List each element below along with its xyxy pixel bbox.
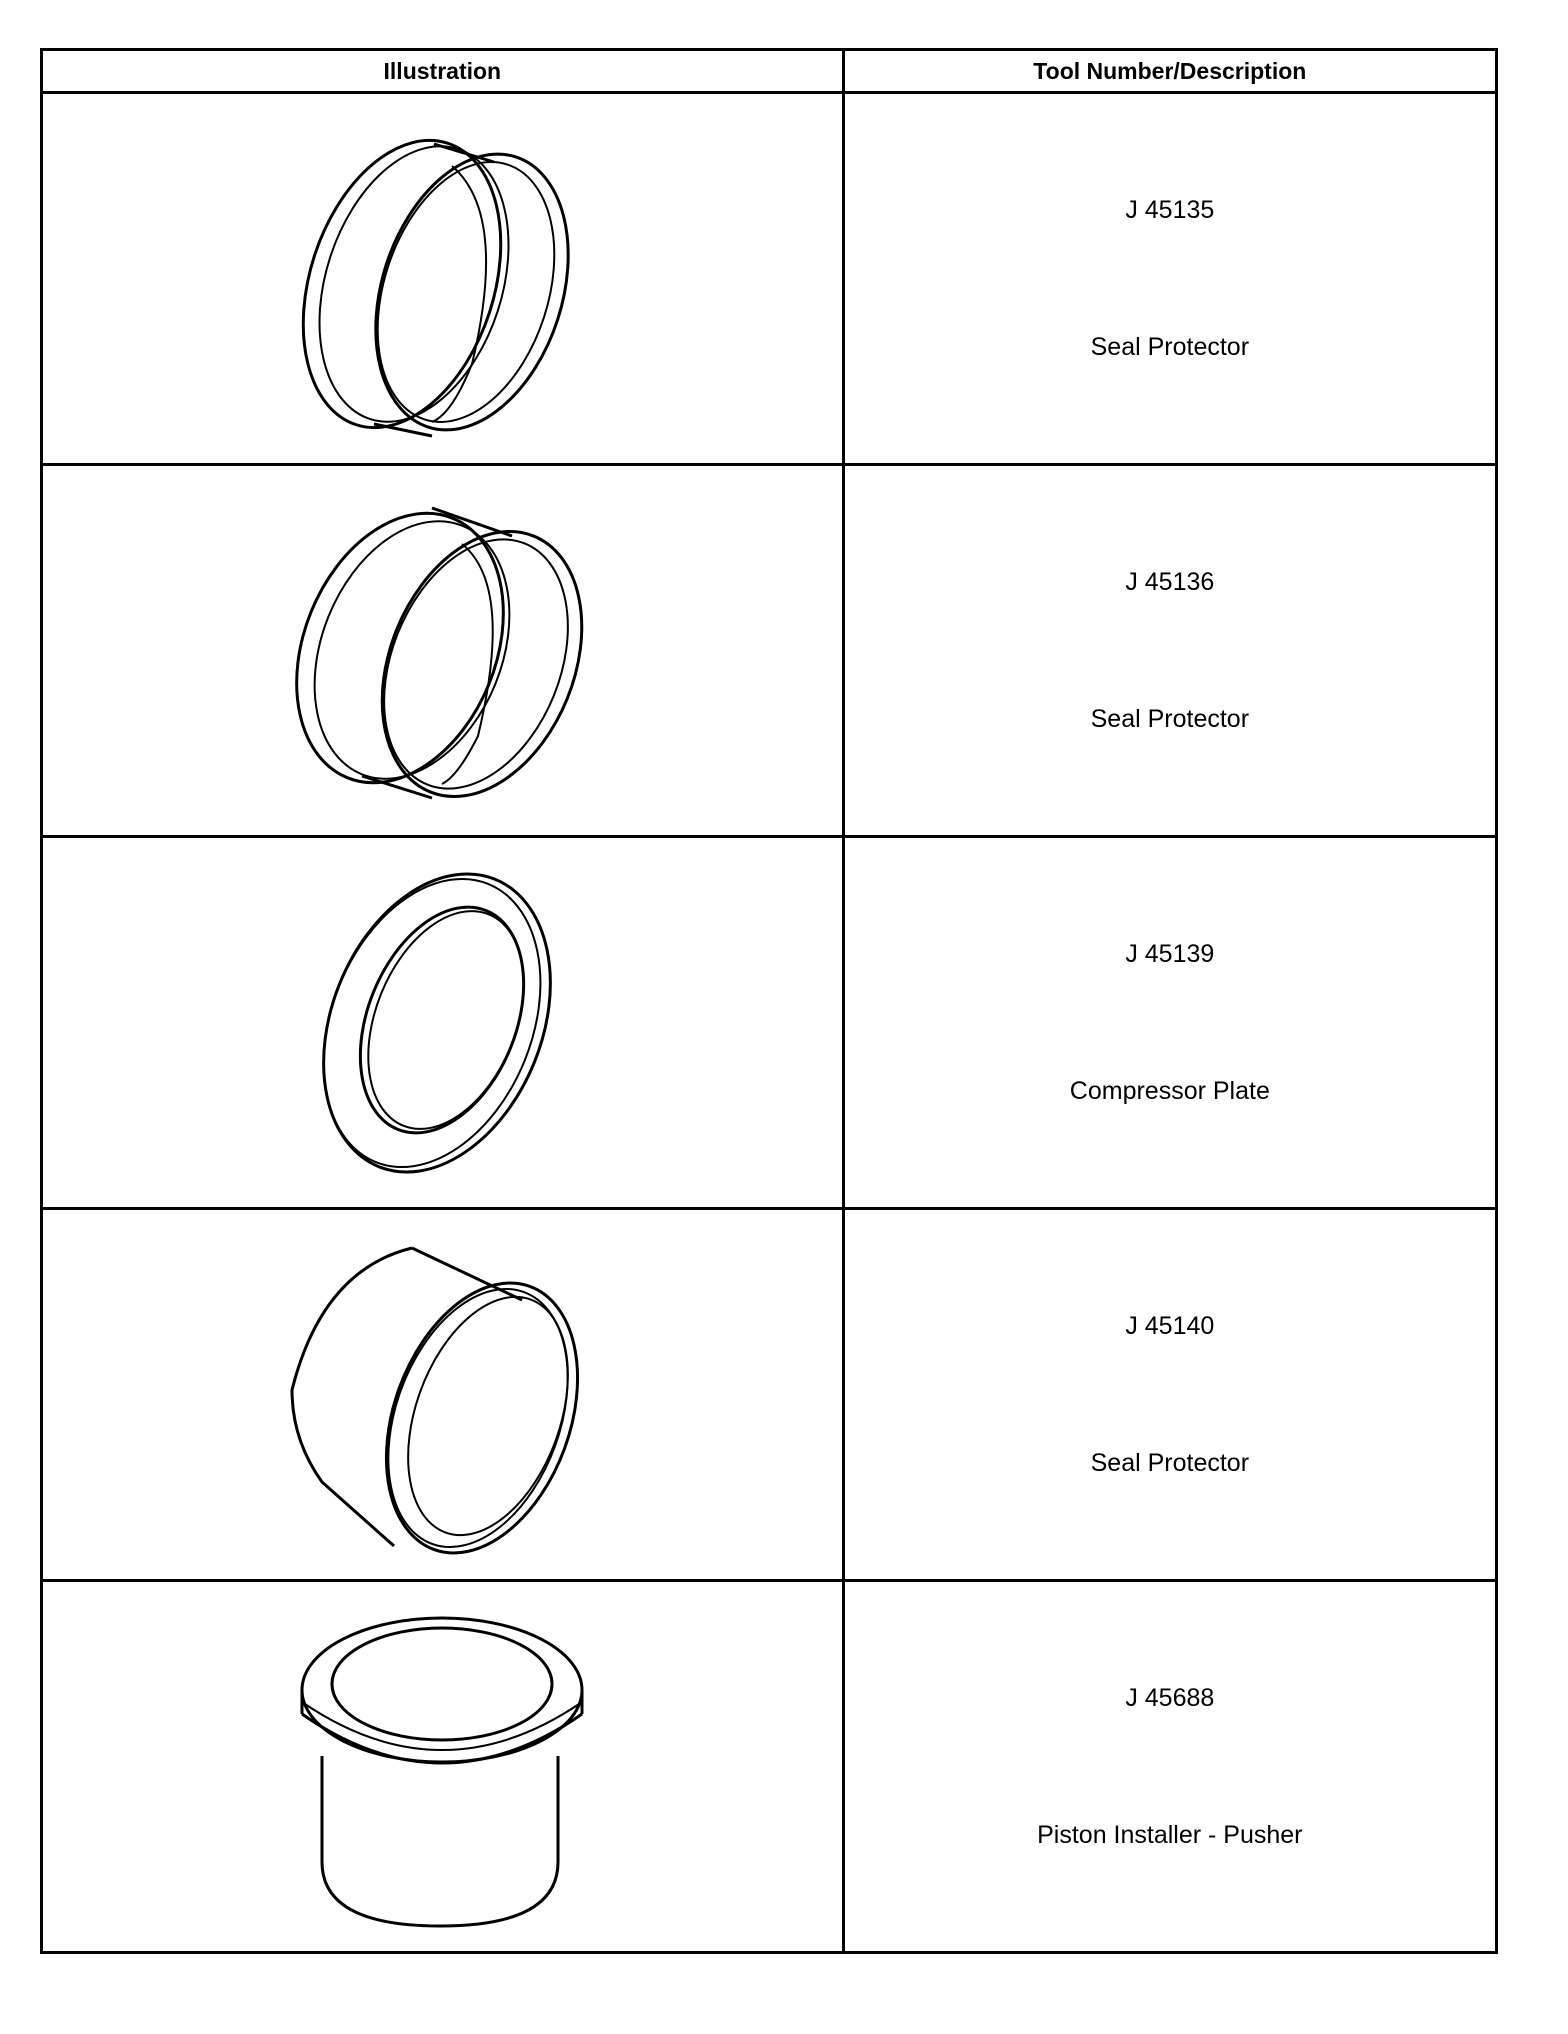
illustration-cell	[42, 1581, 844, 1953]
illustration-cell	[42, 1209, 844, 1581]
tool-number: J 45688	[1125, 1683, 1215, 1712]
tool-number: J 45139	[1125, 939, 1215, 968]
tool-description: Compressor Plate	[1069, 1076, 1270, 1105]
seal-protector-illustration	[282, 1230, 602, 1560]
tool-description: Seal Protector	[1090, 1448, 1250, 1477]
table-row	[42, 837, 1497, 1209]
tool-info-cell	[843, 837, 1496, 1209]
compressor-plate-illustration	[282, 858, 602, 1188]
table-row	[42, 1209, 1497, 1581]
tool-description: Seal Protector	[1090, 332, 1250, 361]
tool-info-cell	[843, 93, 1496, 465]
tool-info-cell	[843, 1209, 1496, 1581]
illustration-cell	[42, 93, 844, 465]
seal-protector-illustration	[282, 114, 602, 444]
tool-number: J 45140	[1125, 1311, 1215, 1340]
header-tool-number-description: Tool Number/Description	[843, 50, 1496, 93]
piston-installer-illustration	[282, 1602, 602, 1932]
tool-description: Piston Installer - Pusher	[1037, 1820, 1303, 1849]
illustration-cell	[42, 465, 844, 837]
header-illustration: Illustration	[42, 50, 844, 93]
table-row	[42, 1581, 1497, 1953]
tool-number: J 45135	[1125, 195, 1215, 224]
tool-description: Seal Protector	[1090, 704, 1250, 733]
table-header-row	[42, 50, 1497, 93]
table-row	[42, 93, 1497, 465]
illustration-cell	[42, 837, 844, 1209]
tool-table	[40, 48, 1498, 1954]
tool-info-cell	[843, 1581, 1496, 1953]
tool-number: J 45136	[1125, 567, 1215, 596]
table-row	[42, 465, 1497, 837]
tool-info-cell	[843, 465, 1496, 837]
seal-protector-illustration	[282, 486, 602, 816]
